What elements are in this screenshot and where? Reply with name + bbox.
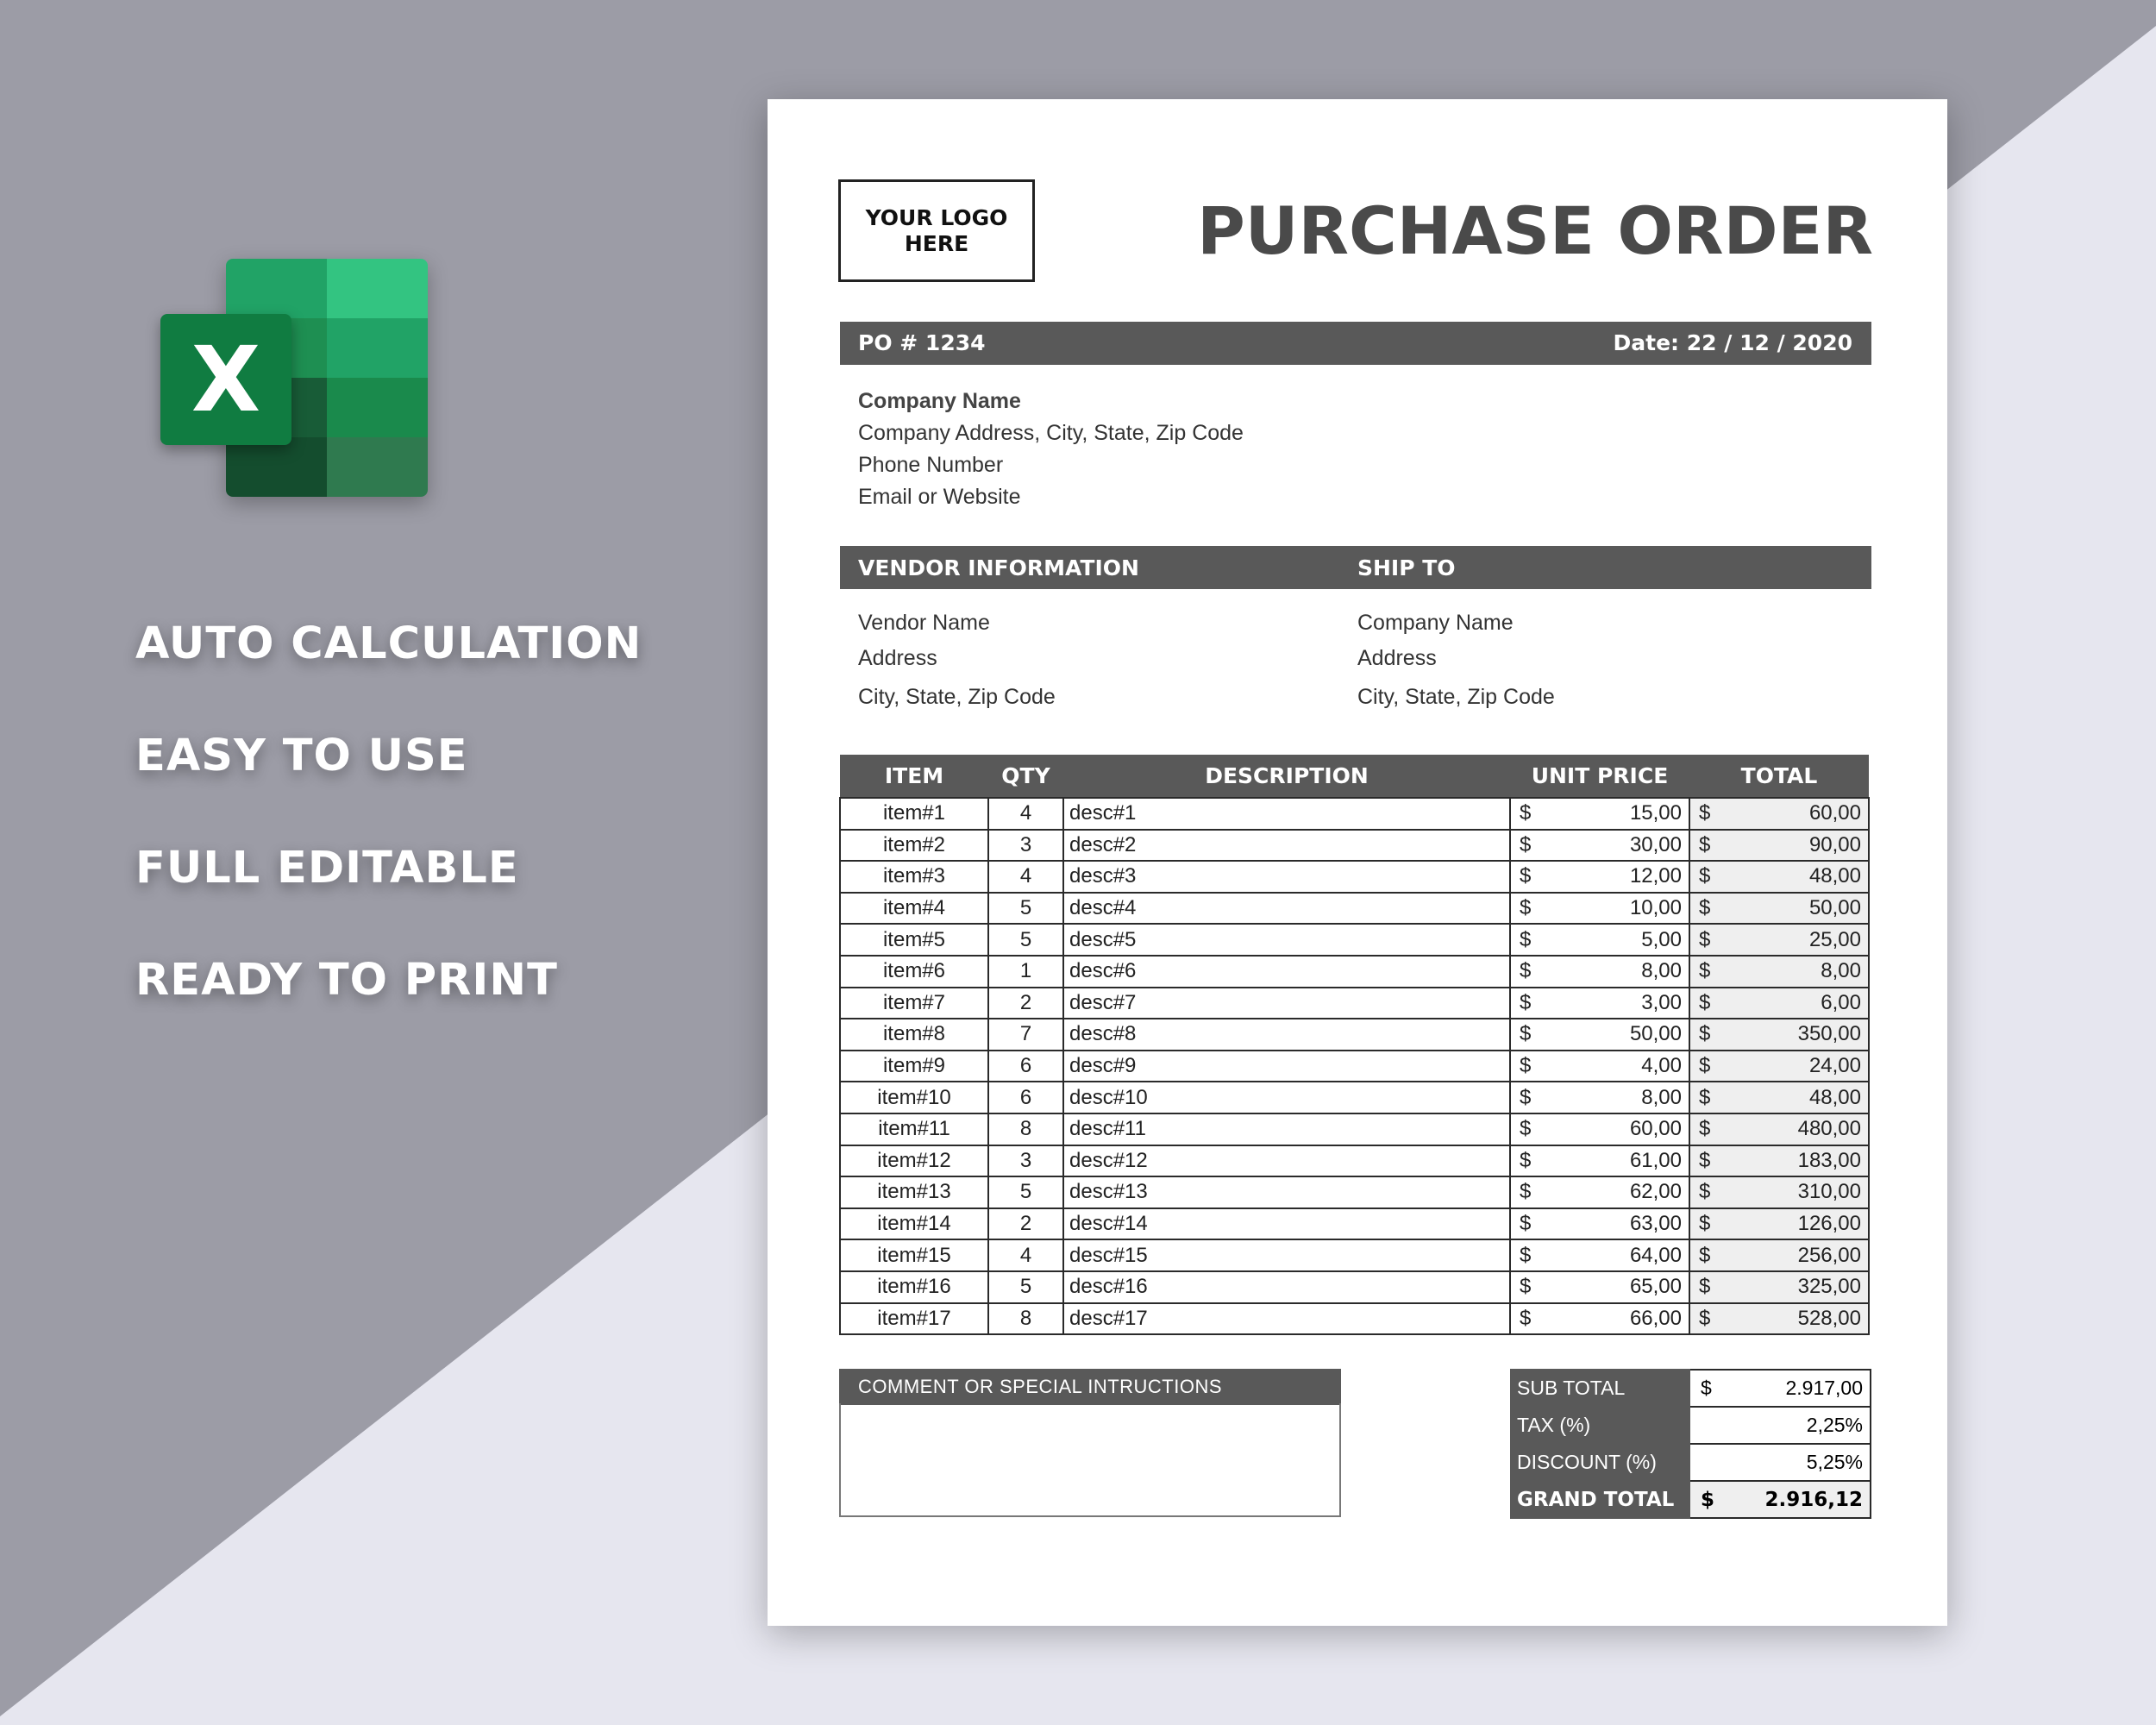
- currency-symbol: $: [1520, 1212, 1532, 1236]
- vendor-address[interactable]: Address: [858, 646, 937, 670]
- qty-cell[interactable]: 5: [988, 924, 1063, 956]
- description-cell[interactable]: desc#15: [1063, 1239, 1510, 1271]
- unit-price-cell[interactable]: [1510, 1019, 1689, 1051]
- currency-symbol: $: [1520, 1054, 1532, 1078]
- table-row: [840, 1271, 1869, 1303]
- table-row: [840, 861, 1869, 893]
- discount-value: 5,25%: [1806, 1451, 1863, 1473]
- qty-cell[interactable]: 7: [988, 1019, 1063, 1051]
- unit-price-value: 4,00: [1641, 1054, 1682, 1078]
- item-cell[interactable]: item#3: [840, 861, 988, 893]
- currency-symbol: $: [1699, 1117, 1711, 1141]
- qty-cell[interactable]: 2: [988, 1208, 1063, 1240]
- unit-price-value: 60,00: [1629, 1117, 1682, 1141]
- qty-cell[interactable]: 4: [988, 861, 1063, 893]
- company-info: [858, 386, 1244, 513]
- ship-to-name[interactable]: Company Name: [1357, 611, 1514, 635]
- unit-price-value: 50,00: [1629, 1022, 1682, 1046]
- currency-symbol: $: [1699, 1180, 1711, 1204]
- unit-price-value: 3,00: [1641, 990, 1682, 1014]
- total-value: 50,00: [1808, 896, 1861, 920]
- vendor-ship-header-bar: [840, 546, 1871, 589]
- total-value: 350,00: [1797, 1022, 1861, 1046]
- currency-symbol: $: [1699, 1212, 1711, 1236]
- table-row: [840, 798, 1869, 830]
- comment-header: COMMENT OR SPECIAL INTRUCTIONS: [858, 1376, 1223, 1397]
- currency-symbol: $: [1699, 1054, 1711, 1078]
- item-cell[interactable]: item#11: [840, 1113, 988, 1145]
- description-cell[interactable]: desc#16: [1063, 1271, 1510, 1303]
- col-header-description: DESCRIPTION: [1063, 755, 1510, 798]
- discount-cell[interactable]: [1689, 1444, 1871, 1481]
- ship-to-header: SHIP TO: [1357, 555, 1456, 580]
- excel-icon: [160, 259, 428, 500]
- table-row: [840, 1239, 1869, 1271]
- currency-symbol: $: [1520, 1117, 1532, 1141]
- item-cell[interactable]: item#14: [840, 1208, 988, 1240]
- qty-cell[interactable]: 6: [988, 1051, 1063, 1082]
- item-cell[interactable]: item#16: [840, 1271, 988, 1303]
- discount-label: DISCOUNT (%): [1511, 1444, 1689, 1481]
- unit-price-cell[interactable]: [1510, 1051, 1689, 1082]
- item-cell[interactable]: item#5: [840, 924, 988, 956]
- currency-symbol: $: [1699, 1275, 1711, 1299]
- unit-price-cell[interactable]: [1510, 1176, 1689, 1208]
- description-cell[interactable]: desc#3: [1063, 861, 1510, 893]
- currency-symbol: $: [1699, 1022, 1711, 1046]
- comment-input[interactable]: [839, 1403, 1341, 1517]
- currency-symbol: $: [1520, 864, 1532, 888]
- total-cell: [1689, 1271, 1869, 1303]
- currency-symbol: $: [1699, 1148, 1711, 1172]
- item-cell[interactable]: item#2: [840, 830, 988, 862]
- total-cell: [1689, 1082, 1869, 1113]
- unit-price-cell[interactable]: [1510, 1145, 1689, 1177]
- company-email[interactable]: Email or Website: [858, 485, 1021, 509]
- unit-price-cell[interactable]: [1510, 1082, 1689, 1113]
- unit-price-value: 64,00: [1629, 1243, 1682, 1267]
- unit-price-value: 62,00: [1629, 1180, 1682, 1204]
- tax-value: 2,25%: [1806, 1414, 1863, 1436]
- ship-to-info: [1357, 611, 1789, 714]
- total-value: 183,00: [1797, 1148, 1861, 1172]
- qty-cell[interactable]: 8: [988, 1303, 1063, 1335]
- logo-placeholder[interactable]: [838, 179, 1035, 282]
- total-cell: [1689, 1145, 1869, 1177]
- total-value: 8,00: [1821, 959, 1861, 983]
- feature-ready-to-print: READY TO PRINT: [135, 955, 558, 1006]
- feature-full-editable: FULL EDITABLE: [135, 843, 519, 894]
- item-cell[interactable]: item#6: [840, 956, 988, 988]
- description-cell[interactable]: desc#12: [1063, 1145, 1510, 1177]
- currency-symbol: $: [1699, 1085, 1711, 1109]
- feature-auto-calculation: AUTO CALCULATION: [135, 618, 642, 669]
- total-value: 126,00: [1797, 1212, 1861, 1236]
- total-cell: [1689, 798, 1869, 830]
- table-row: [840, 1019, 1869, 1051]
- table-row: [840, 893, 1869, 925]
- table-row: [840, 924, 1869, 956]
- total-value: 90,00: [1808, 832, 1861, 856]
- unit-price-cell[interactable]: [1510, 1208, 1689, 1240]
- description-cell[interactable]: desc#4: [1063, 893, 1510, 925]
- qty-cell[interactable]: 3: [988, 1145, 1063, 1177]
- currency-symbol: $: [1520, 927, 1532, 951]
- item-cell[interactable]: item#10: [840, 1082, 988, 1113]
- company-name[interactable]: Company Name: [858, 389, 1021, 413]
- total-cell: [1689, 1051, 1869, 1082]
- qty-cell[interactable]: 5: [988, 1271, 1063, 1303]
- currency-symbol: $: [1520, 1148, 1532, 1172]
- qty-cell[interactable]: 8: [988, 1113, 1063, 1145]
- qty-cell[interactable]: 4: [988, 1239, 1063, 1271]
- qty-cell[interactable]: 4: [988, 798, 1063, 830]
- grand-total-value: 2.916,12: [1764, 1488, 1863, 1511]
- item-cell[interactable]: item#7: [840, 988, 988, 1019]
- currency-symbol: $: [1520, 1243, 1532, 1267]
- total-cell: [1689, 1176, 1869, 1208]
- unit-price-value: 61,00: [1629, 1148, 1682, 1172]
- qty-cell[interactable]: 1: [988, 956, 1063, 988]
- total-value: 48,00: [1808, 864, 1861, 888]
- col-header-unit-price: UNIT PRICE: [1510, 755, 1689, 798]
- table-row: [840, 1208, 1869, 1240]
- item-cell[interactable]: item#1: [840, 798, 988, 830]
- currency-symbol: $: [1701, 1377, 1712, 1399]
- description-cell[interactable]: desc#14: [1063, 1208, 1510, 1240]
- table-row: [840, 1051, 1869, 1082]
- description-cell[interactable]: desc#6: [1063, 956, 1510, 988]
- item-cell[interactable]: item#17: [840, 1303, 988, 1335]
- company-phone[interactable]: Phone Number: [858, 453, 1004, 477]
- table-row: [840, 1113, 1869, 1145]
- unit-price-value: 8,00: [1641, 1085, 1682, 1109]
- currency-symbol: $: [1699, 864, 1711, 888]
- currency-symbol: $: [1520, 1275, 1532, 1299]
- grand-total-label: GRAND TOTAL: [1511, 1481, 1689, 1518]
- qty-cell[interactable]: 5: [988, 1176, 1063, 1208]
- currency-symbol: $: [1699, 896, 1711, 920]
- currency-symbol: $: [1699, 1243, 1711, 1267]
- qty-cell[interactable]: 3: [988, 830, 1063, 862]
- totals-table: [1510, 1369, 1871, 1519]
- ship-to-city[interactable]: City, State, Zip Code: [1357, 685, 1555, 709]
- currency-symbol: $: [1520, 896, 1532, 920]
- subtotal-cell[interactable]: [1689, 1370, 1871, 1407]
- item-cell[interactable]: item#4: [840, 893, 988, 925]
- col-header-item: ITEM: [840, 755, 988, 798]
- description-cell[interactable]: desc#11: [1063, 1113, 1510, 1145]
- unit-price-value: 63,00: [1629, 1212, 1682, 1236]
- currency-symbol: $: [1699, 832, 1711, 856]
- currency-symbol: $: [1520, 832, 1532, 856]
- table-row: [840, 1303, 1869, 1335]
- description-cell[interactable]: desc#17: [1063, 1303, 1510, 1335]
- purchase-order-sheet: [768, 99, 1947, 1626]
- feature-easy-to-use: EASY TO USE: [135, 731, 468, 781]
- description-cell[interactable]: desc#7: [1063, 988, 1510, 1019]
- items-header-row: [840, 755, 1869, 798]
- po-number[interactable]: PO # 1234: [858, 330, 986, 355]
- description-cell[interactable]: desc#8: [1063, 1019, 1510, 1051]
- po-header-bar: [840, 322, 1871, 365]
- logo-placeholder-text: YOUR LOGO HERE: [865, 204, 1008, 256]
- description-cell[interactable]: desc#1: [1063, 798, 1510, 830]
- currency-symbol: $: [1699, 1306, 1711, 1330]
- total-cell: [1689, 988, 1869, 1019]
- vendor-header: VENDOR INFORMATION: [858, 555, 1139, 580]
- unit-price-cell[interactable]: [1510, 861, 1689, 893]
- currency-symbol: $: [1701, 1488, 1715, 1511]
- unit-price-value: 30,00: [1629, 832, 1682, 856]
- unit-price-value: 65,00: [1629, 1275, 1682, 1299]
- document-title: PURCHASE ORDER: [1197, 192, 1873, 269]
- items-table: [839, 755, 1870, 1335]
- excel-letter: X: [191, 327, 261, 432]
- currency-symbol: $: [1699, 927, 1711, 951]
- unit-price-value: 15,00: [1629, 801, 1682, 825]
- ship-to-address[interactable]: Address: [1357, 646, 1437, 670]
- po-date[interactable]: Date: 22 / 12 / 2020: [1613, 330, 1852, 355]
- col-header-qty: QTY: [988, 755, 1063, 798]
- currency-symbol: $: [1520, 959, 1532, 983]
- description-cell[interactable]: desc#10: [1063, 1082, 1510, 1113]
- item-cell[interactable]: item#13: [840, 1176, 988, 1208]
- total-cell: [1689, 1113, 1869, 1145]
- description-cell[interactable]: desc#9: [1063, 1051, 1510, 1082]
- comment-header-bar: [839, 1369, 1341, 1405]
- excel-badge: [160, 314, 291, 445]
- table-row: [840, 1145, 1869, 1177]
- total-cell: [1689, 1303, 1869, 1335]
- item-cell[interactable]: item#12: [840, 1145, 988, 1177]
- grand-total-row: [1511, 1481, 1871, 1518]
- unit-price-value: 10,00: [1629, 896, 1682, 920]
- total-cell: [1689, 956, 1869, 988]
- total-value: 60,00: [1808, 801, 1861, 825]
- unit-price-value: 5,00: [1641, 927, 1682, 951]
- qty-cell[interactable]: 2: [988, 988, 1063, 1019]
- total-value: 25,00: [1808, 927, 1861, 951]
- unit-price-value: 66,00: [1629, 1306, 1682, 1330]
- discount-row: [1511, 1444, 1871, 1481]
- table-row: [840, 1176, 1869, 1208]
- currency-symbol: $: [1520, 990, 1532, 1014]
- total-cell: [1689, 893, 1869, 925]
- total-value: 256,00: [1797, 1243, 1861, 1267]
- total-cell: [1689, 830, 1869, 862]
- total-cell: [1689, 861, 1869, 893]
- total-value: 48,00: [1808, 1085, 1861, 1109]
- unit-price-cell[interactable]: [1510, 924, 1689, 956]
- items-body: [840, 798, 1869, 1334]
- unit-price-cell[interactable]: [1510, 830, 1689, 862]
- table-row: [840, 830, 1869, 862]
- col-header-total: TOTAL: [1689, 755, 1869, 798]
- vendor-name[interactable]: Vendor Name: [858, 611, 990, 635]
- total-value: 310,00: [1797, 1180, 1861, 1204]
- total-cell: [1689, 1239, 1869, 1271]
- unit-price-cell[interactable]: [1510, 988, 1689, 1019]
- currency-symbol: $: [1699, 959, 1711, 983]
- unit-price-cell[interactable]: [1510, 893, 1689, 925]
- currency-symbol: $: [1699, 801, 1711, 825]
- unit-price-value: 8,00: [1641, 959, 1682, 983]
- item-cell[interactable]: item#9: [840, 1051, 988, 1082]
- currency-symbol: $: [1520, 801, 1532, 825]
- tax-cell[interactable]: [1689, 1407, 1871, 1444]
- tax-label: TAX (%): [1511, 1407, 1689, 1444]
- currency-symbol: $: [1520, 1085, 1532, 1109]
- total-cell: [1689, 924, 1869, 956]
- currency-symbol: $: [1699, 990, 1711, 1014]
- grand-total-cell[interactable]: [1689, 1481, 1871, 1518]
- vendor-city[interactable]: City, State, Zip Code: [858, 685, 1056, 709]
- item-cell[interactable]: item#8: [840, 1019, 988, 1051]
- unit-price-cell[interactable]: [1510, 1271, 1689, 1303]
- currency-symbol: $: [1520, 1306, 1532, 1330]
- unit-price-cell[interactable]: [1510, 798, 1689, 830]
- subtotal-label: SUB TOTAL: [1511, 1370, 1689, 1407]
- vendor-info: [858, 611, 1289, 714]
- unit-price-cell[interactable]: [1510, 1239, 1689, 1271]
- qty-cell[interactable]: 6: [988, 1082, 1063, 1113]
- total-value: 6,00: [1821, 990, 1861, 1014]
- total-value: 480,00: [1797, 1117, 1861, 1141]
- qty-cell[interactable]: 5: [988, 893, 1063, 925]
- subtotal-row: [1511, 1370, 1871, 1407]
- total-cell: [1689, 1208, 1869, 1240]
- total-value: 528,00: [1797, 1306, 1861, 1330]
- currency-symbol: $: [1520, 1022, 1532, 1046]
- description-cell[interactable]: desc#5: [1063, 924, 1510, 956]
- table-row: [840, 956, 1869, 988]
- subtotal-value: 2.917,00: [1785, 1377, 1863, 1399]
- unit-price-cell[interactable]: [1510, 956, 1689, 988]
- item-cell[interactable]: item#15: [840, 1239, 988, 1271]
- tax-row: [1511, 1407, 1871, 1444]
- table-row: [840, 1082, 1869, 1113]
- table-row: [840, 988, 1869, 1019]
- unit-price-cell[interactable]: [1510, 1303, 1689, 1335]
- total-value: 325,00: [1797, 1275, 1861, 1299]
- currency-symbol: $: [1520, 1180, 1532, 1204]
- unit-price-cell[interactable]: [1510, 1113, 1689, 1145]
- total-cell: [1689, 1019, 1869, 1051]
- description-cell[interactable]: desc#2: [1063, 830, 1510, 862]
- company-address[interactable]: Company Address, City, State, Zip Code: [858, 421, 1244, 445]
- total-value: 24,00: [1808, 1054, 1861, 1078]
- unit-price-value: 12,00: [1629, 864, 1682, 888]
- description-cell[interactable]: desc#13: [1063, 1176, 1510, 1208]
